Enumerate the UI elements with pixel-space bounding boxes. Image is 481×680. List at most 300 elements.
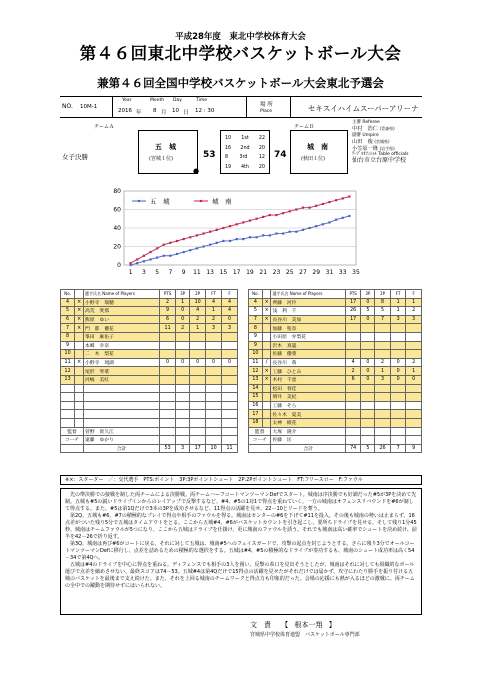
staff-row bbox=[249, 427, 422, 436]
empty-cell bbox=[361, 436, 375, 445]
player-ft: 2 bbox=[206, 315, 222, 324]
data-point bbox=[236, 223, 238, 225]
x-tick-label: 21 bbox=[259, 269, 268, 276]
player-ft bbox=[206, 367, 222, 376]
x-tick-label: 23 bbox=[272, 269, 281, 276]
month-unit: 月 bbox=[161, 110, 167, 116]
total-row bbox=[61, 444, 238, 453]
data-point bbox=[196, 234, 198, 236]
player-number bbox=[61, 418, 75, 427]
staff-role: 監督 bbox=[249, 427, 271, 436]
data-point bbox=[202, 245, 204, 247]
player-pts bbox=[160, 384, 176, 393]
quarter-score-b: 22 bbox=[258, 136, 265, 141]
player-2p: 0 bbox=[190, 358, 206, 367]
umpire1-name: 山田 俊 bbox=[352, 139, 373, 146]
staff-role: コーチ bbox=[61, 436, 84, 445]
quarter-score-b: 20 bbox=[258, 145, 265, 151]
place-label-en: Place bbox=[260, 109, 272, 114]
player-name: 太神 綾花 bbox=[271, 418, 345, 427]
data-point bbox=[315, 205, 317, 207]
player-3p: 0 bbox=[361, 375, 375, 384]
data-point bbox=[169, 255, 171, 257]
player-3p bbox=[176, 341, 190, 350]
staff-role: 監督 bbox=[61, 427, 84, 436]
player-fouls: 3 bbox=[406, 315, 422, 324]
total-label: 合計 bbox=[84, 444, 160, 453]
player-fouls: 1 bbox=[406, 298, 422, 307]
data-point bbox=[275, 232, 277, 234]
data-point bbox=[249, 236, 251, 238]
possession-mark: ● bbox=[193, 167, 200, 175]
x-tick-label: 7 bbox=[168, 269, 173, 276]
player-3p: 0 bbox=[361, 298, 375, 307]
player-fouls: 3 bbox=[222, 324, 238, 333]
data-point bbox=[136, 258, 138, 260]
player-2p bbox=[375, 350, 391, 359]
player-3p: 2 bbox=[176, 324, 190, 333]
empty-cell bbox=[249, 444, 271, 453]
player-3p bbox=[176, 401, 190, 410]
player-row bbox=[249, 393, 422, 402]
no-value: 10M-1 bbox=[80, 104, 98, 110]
team-a-box bbox=[138, 130, 198, 174]
empty-cell bbox=[222, 427, 238, 436]
quarter-label: 4th bbox=[241, 164, 249, 170]
player-fouls bbox=[222, 384, 238, 393]
player-name: 佐藤 優菜 bbox=[271, 350, 345, 359]
x-tick-label: 11 bbox=[193, 269, 201, 276]
data-point bbox=[222, 227, 224, 229]
data-point bbox=[322, 223, 324, 225]
player-name: 増井 美紀 bbox=[271, 393, 345, 402]
player-pts: 2 bbox=[345, 367, 361, 376]
player-name: 浅 利 千 bbox=[271, 307, 345, 316]
player-3p: 0 bbox=[176, 358, 190, 367]
data-point bbox=[156, 257, 158, 259]
starter-mark: × bbox=[262, 315, 271, 324]
quarter-score-a: 10 bbox=[225, 136, 232, 141]
player-fouls bbox=[222, 367, 238, 376]
data-point bbox=[229, 225, 231, 227]
player-3p bbox=[176, 410, 190, 419]
player-2p bbox=[375, 341, 391, 350]
y-tick-label: 0 bbox=[117, 262, 121, 269]
player-name: 尾形 琴菜 bbox=[84, 367, 160, 376]
player-fouls bbox=[222, 375, 238, 384]
player-2p bbox=[190, 332, 206, 341]
player-number: 14 bbox=[249, 384, 263, 393]
player-name: 峯田 麻佑子 bbox=[84, 332, 160, 341]
y-tick-label: 60 bbox=[113, 206, 121, 214]
data-point bbox=[183, 238, 185, 240]
player-number: 11 bbox=[61, 358, 75, 367]
umpire2-pref: (岩手県) bbox=[379, 145, 395, 151]
starter-mark bbox=[75, 410, 84, 419]
player-name bbox=[84, 418, 160, 427]
starter-mark bbox=[75, 384, 84, 393]
quarter-label: 1st bbox=[241, 136, 249, 141]
data-point bbox=[289, 231, 291, 233]
player-name bbox=[84, 401, 160, 410]
x-tick-label: 3 bbox=[141, 269, 146, 276]
officials-label: ﾃｰﾌﾞﾙｵﾌｨｼｬﾙ Table officials bbox=[352, 152, 409, 158]
quarter-row bbox=[221, 134, 269, 144]
player-pts: 11 bbox=[160, 324, 176, 333]
player-number: 5 bbox=[61, 307, 75, 316]
empty-cell bbox=[176, 436, 190, 445]
x-tick-label: 15 bbox=[219, 269, 228, 276]
player-3p bbox=[361, 324, 375, 333]
quarter-score-a: 16 bbox=[225, 145, 232, 151]
player-row bbox=[61, 350, 238, 359]
day-label: Day bbox=[173, 98, 182, 103]
starter-mark bbox=[75, 401, 84, 410]
team-b-name: 城 南 bbox=[307, 143, 328, 151]
total-pts: 53 bbox=[160, 444, 176, 453]
player-number bbox=[61, 401, 75, 410]
total-fouls: 9 bbox=[406, 444, 422, 453]
data-point bbox=[295, 208, 297, 210]
umpire-label: 副審 Umpire bbox=[352, 132, 379, 138]
data-point bbox=[176, 240, 178, 242]
player-2p bbox=[190, 401, 206, 410]
player-name: 熊原 ゆい bbox=[84, 315, 160, 324]
player-number: 7 bbox=[61, 324, 75, 333]
player-ft: 3 bbox=[206, 324, 222, 333]
starter-mark bbox=[75, 367, 84, 376]
data-point bbox=[315, 225, 317, 227]
player-2p: 2 bbox=[375, 358, 391, 367]
player-pts bbox=[345, 401, 361, 410]
team-a-seed: (宮城１位) bbox=[149, 156, 173, 162]
player-ft: 1 bbox=[390, 298, 406, 307]
player-number: 8 bbox=[249, 324, 263, 333]
player-fouls: 4 bbox=[222, 307, 238, 316]
player-2p bbox=[190, 341, 206, 350]
author-label: 文 責 bbox=[250, 621, 271, 629]
player-3p bbox=[176, 393, 190, 402]
staff-name: 菅野 貴久江 bbox=[84, 427, 160, 436]
data-point bbox=[255, 218, 257, 220]
data-point bbox=[216, 229, 218, 231]
player-ft: 0 bbox=[206, 358, 222, 367]
player-ft: 3 bbox=[390, 315, 406, 324]
column-header: FT bbox=[390, 290, 406, 299]
total-3p: 3 bbox=[176, 444, 190, 453]
data-point bbox=[302, 207, 304, 209]
author-org: 宮城県中学校体育連盟 バスケットボール専門部 bbox=[250, 632, 360, 638]
legend-label: 城 南 bbox=[212, 197, 232, 206]
player-number: 12 bbox=[61, 367, 75, 376]
player-row bbox=[249, 410, 422, 419]
player-2p: 4 bbox=[190, 307, 206, 316]
total-2p: 17 bbox=[190, 444, 206, 453]
player-row bbox=[249, 401, 422, 410]
player-pts bbox=[160, 350, 176, 359]
x-tick-label: 9 bbox=[181, 269, 186, 276]
column-header: 選手氏名 Name of Players bbox=[84, 290, 160, 299]
player-row bbox=[61, 315, 238, 324]
player-ft bbox=[206, 332, 222, 341]
quarter-score-b: 20 bbox=[258, 164, 265, 170]
player-2p bbox=[190, 410, 206, 419]
x-tick-label: 1 bbox=[128, 269, 133, 276]
player-pts bbox=[345, 384, 361, 393]
player-row bbox=[249, 341, 422, 350]
empty-cell bbox=[206, 436, 222, 445]
starter-mark: × bbox=[262, 367, 271, 376]
player-pts bbox=[345, 341, 361, 350]
time-value: 12 : 30 bbox=[195, 108, 215, 114]
player-number: 11 bbox=[249, 358, 263, 367]
report-paragraph: 先の準決勝での接戦を制した両チームによる決勝戦。両チームハーフコートマンツーマンDefでスタート。城南は序決勝でも好調だった#5が3Pを決めて先制。五城も#5の鋭いドライブインからのレイアップで反撃するなど、#4、#5の1対1で得点を重ねていく。一方の城南はオフェンスリバウンドを#6が制して得点する。また、#5は第1Qだけで3本の3Pを成功させるなど、11得点の活躍を見せ、22－10とリードを奪う。 bbox=[65, 492, 417, 512]
player-pts: 0 bbox=[160, 358, 176, 367]
player-2p: 7 bbox=[375, 315, 391, 324]
column-header bbox=[75, 290, 84, 299]
column-header: 選手氏名 Name of Players bbox=[271, 290, 345, 299]
y-tick-label: 40 bbox=[113, 225, 121, 232]
data-point bbox=[149, 251, 151, 253]
data-point bbox=[163, 255, 165, 257]
starter-mark bbox=[75, 393, 84, 402]
legend-marker bbox=[200, 200, 202, 202]
data-point bbox=[342, 197, 344, 199]
player-3p bbox=[361, 341, 375, 350]
starter-mark bbox=[262, 384, 271, 393]
y-tick-label: 80 bbox=[113, 188, 121, 195]
player-ft bbox=[206, 375, 222, 384]
starter-mark: / bbox=[262, 358, 271, 367]
time-label: Time bbox=[196, 98, 208, 103]
player-fouls bbox=[222, 418, 238, 427]
player-name: 本郷 幸奈 bbox=[84, 341, 160, 350]
player-number: 9 bbox=[61, 341, 75, 350]
starter-mark bbox=[75, 418, 84, 427]
player-row bbox=[61, 418, 238, 427]
empty-cell bbox=[406, 436, 422, 445]
player-pts bbox=[160, 401, 176, 410]
column-header: No. bbox=[61, 290, 75, 299]
data-point bbox=[183, 251, 185, 253]
column-header: FT bbox=[206, 290, 222, 299]
column-header: F bbox=[222, 290, 238, 299]
player-3p bbox=[176, 384, 190, 393]
player-3p bbox=[176, 350, 190, 359]
player-fouls bbox=[406, 418, 422, 427]
player-ft: 0 bbox=[390, 358, 406, 367]
starter-mark: × bbox=[262, 298, 271, 307]
quarter-box bbox=[220, 130, 270, 174]
player-number: 6 bbox=[61, 315, 75, 324]
starter-mark bbox=[262, 401, 271, 410]
starter-mark bbox=[75, 375, 84, 384]
player-3p bbox=[176, 375, 190, 384]
player-fouls bbox=[222, 332, 238, 341]
player-3p bbox=[176, 367, 190, 376]
column-header: No. bbox=[249, 290, 263, 299]
officials-block bbox=[352, 120, 424, 165]
player-row bbox=[61, 307, 238, 316]
player-2p: 10 bbox=[190, 298, 206, 307]
empty-cell bbox=[61, 444, 84, 453]
player-ft bbox=[390, 393, 406, 402]
player-name: 松田 春佳 bbox=[271, 384, 345, 393]
player-2p bbox=[375, 393, 391, 402]
player-number: 9 bbox=[249, 332, 263, 341]
player-number: 13 bbox=[249, 375, 263, 384]
player-ft bbox=[390, 341, 406, 350]
player-number: 16 bbox=[249, 401, 263, 410]
player-ft bbox=[390, 350, 406, 359]
starter-mark bbox=[262, 324, 271, 333]
player-row bbox=[249, 375, 422, 384]
player-ft bbox=[206, 418, 222, 427]
column-header: 2P bbox=[190, 290, 206, 299]
player-fouls bbox=[406, 350, 422, 359]
player-pts: 17 bbox=[345, 298, 361, 307]
player-name bbox=[84, 393, 160, 402]
data-point bbox=[149, 258, 151, 260]
empty-cell bbox=[160, 427, 176, 436]
data-point bbox=[169, 242, 171, 244]
player-ft: 0 bbox=[390, 367, 406, 376]
player-pts bbox=[160, 367, 176, 376]
player-ft: 4 bbox=[206, 298, 222, 307]
empty-cell bbox=[176, 427, 190, 436]
data-point bbox=[309, 207, 311, 209]
player-2p bbox=[190, 384, 206, 393]
total-ft: 10 bbox=[206, 444, 222, 453]
starter-mark bbox=[75, 332, 84, 341]
data-point bbox=[222, 240, 224, 242]
player-name: 小野寺 瑞穂 bbox=[84, 298, 160, 307]
player-2p bbox=[375, 332, 391, 341]
starter-mark: × bbox=[75, 315, 84, 324]
player-pts: 6 bbox=[160, 315, 176, 324]
player-2p bbox=[375, 401, 391, 410]
data-point bbox=[335, 199, 337, 201]
x-tick-label: 13 bbox=[206, 269, 214, 276]
empty-cell bbox=[361, 427, 375, 436]
player-number: 17 bbox=[249, 410, 263, 419]
player-ft: 0 bbox=[390, 375, 406, 384]
player-name bbox=[84, 384, 160, 393]
empty-cell bbox=[390, 436, 406, 445]
team-b-score: 74 bbox=[274, 150, 287, 160]
player-number: 4 bbox=[249, 298, 263, 307]
sub-title: 兼第４６回全国中学校バスケットボール大会東北予選会 bbox=[97, 76, 384, 90]
player-fouls bbox=[406, 393, 422, 402]
player-number: 15 bbox=[249, 393, 263, 402]
player-name: 木村 千恵 bbox=[271, 375, 345, 384]
empty-cell bbox=[345, 436, 361, 445]
column-header: PTS bbox=[345, 290, 361, 299]
total-row bbox=[249, 444, 422, 453]
abbreviation-legend: ※×：スターター ／：交代選手 PTS:ポイント 3P:3Pポイントシュート 2P:2Pポイントシュート FT:フリースロー F:ファウル bbox=[60, 475, 422, 485]
quarter-label: 2nd bbox=[240, 145, 250, 151]
starter-mark bbox=[262, 418, 271, 427]
player-2p: 1 bbox=[375, 367, 391, 376]
quarter-score-a: 19 bbox=[225, 164, 232, 170]
player-ft bbox=[390, 410, 406, 419]
player-ft: 1 bbox=[390, 307, 406, 316]
data-point bbox=[322, 203, 324, 205]
total-fouls: 11 bbox=[222, 444, 238, 453]
empty-cell bbox=[406, 427, 422, 436]
player-number: 13 bbox=[61, 375, 75, 384]
player-3p: 0 bbox=[176, 307, 190, 316]
place-value: セキスイハイムスーパーアリーナ bbox=[308, 104, 419, 113]
player-number: 12 bbox=[249, 367, 263, 376]
data-point bbox=[269, 234, 271, 236]
team-b-seed: (秋田１位) bbox=[301, 156, 325, 162]
player-number: 8 bbox=[61, 332, 75, 341]
x-tick-label: 27 bbox=[299, 269, 307, 276]
player-2p: 2 bbox=[190, 315, 206, 324]
player-fouls: 2 bbox=[406, 358, 422, 367]
player-2p bbox=[375, 384, 391, 393]
player-fouls bbox=[222, 393, 238, 402]
team-a-score: 53 bbox=[203, 150, 216, 160]
player-ft bbox=[206, 401, 222, 410]
empty-cell bbox=[190, 436, 206, 445]
quarter-score-a: 8 bbox=[225, 155, 229, 160]
data-point bbox=[176, 253, 178, 255]
starter-mark: × bbox=[75, 324, 84, 333]
player-pts bbox=[345, 410, 361, 419]
player-2p bbox=[190, 375, 206, 384]
player-fouls bbox=[406, 401, 422, 410]
data-point bbox=[202, 232, 204, 234]
month-label: Month bbox=[150, 98, 165, 103]
referee-pref: (青森県) bbox=[379, 126, 395, 132]
player-row bbox=[61, 324, 238, 333]
day-value: 10 bbox=[172, 108, 179, 114]
player-name: 加藤 聖奈 bbox=[271, 324, 345, 333]
total-ft: 7 bbox=[390, 444, 406, 453]
legend-label: 五 城 bbox=[150, 197, 170, 206]
player-2p: 5 bbox=[375, 307, 391, 316]
player-fouls: 0 bbox=[406, 375, 422, 384]
data-point bbox=[275, 214, 277, 216]
player-3p: 0 bbox=[361, 315, 375, 324]
player-3p: 0 bbox=[176, 315, 190, 324]
player-pts bbox=[345, 393, 361, 402]
starter-mark bbox=[262, 332, 271, 341]
empty-cell bbox=[345, 427, 361, 436]
data-point bbox=[242, 221, 244, 223]
legend-marker bbox=[138, 200, 140, 202]
player-number: 18 bbox=[249, 418, 263, 427]
player-name: 長谷川 美加 bbox=[271, 315, 345, 324]
player-fouls: 2 bbox=[406, 307, 422, 316]
total-3p: 5 bbox=[361, 444, 375, 453]
player-name: 小田原 弁梨花 bbox=[271, 332, 345, 341]
data-point bbox=[136, 262, 138, 264]
player-fouls bbox=[406, 332, 422, 341]
player-number: 4 bbox=[61, 298, 75, 307]
player-pts bbox=[160, 341, 176, 350]
column-header: 2P bbox=[375, 290, 391, 299]
empty-cell bbox=[390, 427, 406, 436]
player-row bbox=[61, 410, 238, 419]
player-row bbox=[249, 298, 422, 307]
data-point bbox=[143, 260, 145, 262]
player-row bbox=[61, 401, 238, 410]
data-point bbox=[236, 238, 238, 240]
quarter-row bbox=[221, 163, 269, 173]
